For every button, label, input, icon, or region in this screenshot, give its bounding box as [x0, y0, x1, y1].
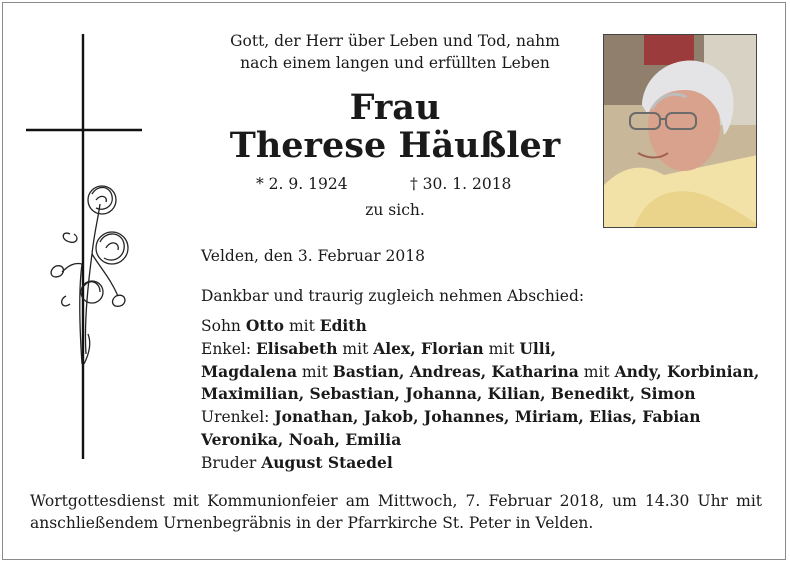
- family-grandchildren-line-3: [201, 383, 771, 406]
- family-great-grandchildren-line-1: [201, 406, 771, 429]
- grandchild-2-mit: mit: [483, 339, 520, 358]
- grandchild-3: Magdalena: [201, 361, 297, 381]
- death-date: † 30. 1. 2018: [410, 175, 512, 193]
- birth-date: * 2. 9. 1924: [256, 175, 348, 193]
- grandchild-1-partner: Alex, Florian: [373, 338, 484, 358]
- brother-prefix: Bruder: [201, 453, 262, 472]
- brother-name: August Staedel: [261, 452, 393, 472]
- place-and-date: Velden, den 3. Februar 2018: [201, 247, 425, 265]
- great-grandchildren-prefix: Urenkel:: [201, 408, 275, 427]
- family-great-grandchildren-line-2: [201, 429, 771, 452]
- family-list: [201, 315, 771, 475]
- son-mit: mit: [284, 317, 320, 335]
- son-prefix: Sohn: [201, 317, 246, 335]
- family-grandchildren-line-1: [201, 338, 771, 361]
- family-brother-line: [201, 452, 771, 475]
- grandchild-1: Elisabeth: [255, 338, 338, 358]
- portrait-photo: [603, 34, 757, 228]
- grandchild-2-partner: Ulli,: [519, 338, 556, 358]
- intro-line-2: nach einem langen und erfüllten Leben: [240, 54, 550, 72]
- grandchildren-more: Maximilian, Sebastian, Johanna, Kilian, Benedikt, Simon: [201, 384, 696, 404]
- great-grandchildren-1: Jonathan, Jakob, Johannes, Miriam, Elias, Fabian: [274, 407, 701, 427]
- son-name: Otto: [245, 316, 285, 335]
- family-grandchildren-line-2: [201, 361, 771, 384]
- cross-with-roses-icon: [26, 34, 146, 464]
- deceased-name: Therese Häußler: [229, 125, 561, 166]
- deceased-title: Frau: [349, 87, 441, 128]
- family-son-line: [201, 315, 771, 338]
- closing-phrase: zu sich.: [365, 201, 425, 219]
- grandchildren-prefix: Enkel:: [201, 339, 256, 358]
- grandchild-1-mit: mit: [337, 339, 374, 358]
- grandchild-4-partner: Andy, Korbinian,: [614, 361, 760, 381]
- grandchild-3-partner: Bastian, Andreas, Katharina: [332, 361, 579, 381]
- service-details: Wortgottesdienst mit Kommunionfeier am Mittwoch, 7. Februar 2018, um 14.30 Uhr mit anschließendem Urnenbegräbnis in der Pfarrkirche St. Peter in Velden.: [30, 492, 762, 532]
- great-grandchildren-2: Veronika, Noah, Emilia: [201, 429, 402, 449]
- grandchild-3-mit: mit: [296, 362, 333, 381]
- farewell-line: Dankbar und traurig zugleich nehmen Abschied:: [201, 287, 585, 305]
- son-partner: Edith: [319, 316, 367, 335]
- intro-text: [190, 30, 600, 74]
- grandchild-4-mit: mit: [578, 362, 615, 381]
- intro-line-1: Gott, der Herr über Leben und Tod, nahm: [230, 32, 560, 50]
